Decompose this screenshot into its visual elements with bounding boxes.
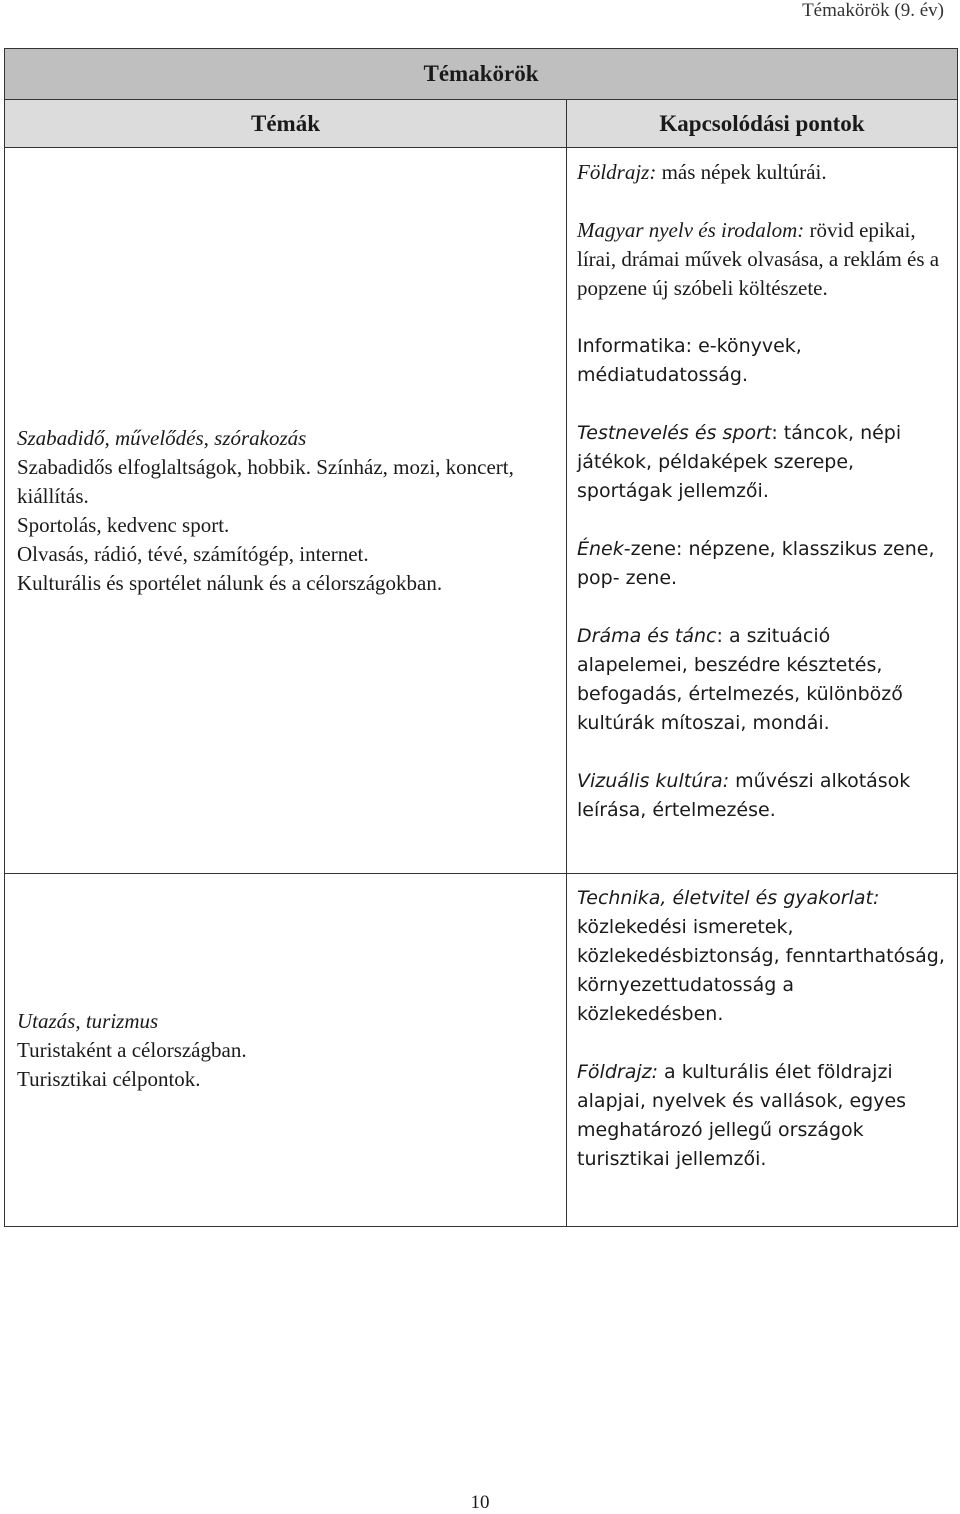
table-row — [5, 874, 958, 1227]
column-header-topics: Témák — [5, 100, 567, 148]
topic-line: Turistaként a célországban. — [17, 1037, 247, 1062]
connection-item — [577, 158, 945, 187]
connection-item — [577, 216, 945, 303]
connection-subject: Vizuális kultúra: — [577, 770, 730, 792]
topic-line: Turisztikai célpontok. — [17, 1066, 201, 1091]
topic-cell — [5, 874, 567, 1227]
connection-subject: Dráma és tánc — [577, 625, 717, 647]
connection-item — [577, 419, 945, 506]
connection-text: -zene: népzene, klasszikus zene, pop- zene. — [577, 538, 935, 589]
page-number: 10 — [470, 1492, 490, 1513]
table-title: Témakörök — [5, 49, 958, 100]
topic-title: Szabadidő, művelődés, szórakozás — [17, 425, 307, 450]
topic-line: Sportolás, kedvenc sport. — [17, 512, 230, 537]
connection-text: : a szituáció alapelemei, beszédre késztetés, befogadás, értelmezés, különböző kultúrák mítoszai, mondái. — [577, 625, 903, 734]
connection-item — [577, 1058, 945, 1174]
connection-subject: Földrajz: — [577, 160, 657, 184]
connection-subject: Ének — [577, 538, 624, 560]
connection-item — [577, 622, 945, 738]
connection-text: : táncok, népi játékok, példaképek szerepe, sportágak jellemzői. — [577, 422, 902, 502]
connection-subject: Földrajz: — [577, 1061, 659, 1083]
topic-line: Kulturális és sportélet nálunk és a célországokban. — [17, 570, 443, 595]
topic-line: Olvasás, rádió, tévé, számítógép, internet. — [17, 541, 369, 566]
connection-text: a kulturális élet földrajzi alapjai, nyelvek és vallások, egyes meghatározó jellegű országok turisztikai jellemzői. — [577, 1061, 907, 1170]
connection-subject: Magyar nyelv és irodalom: — [577, 218, 805, 242]
connection-item — [577, 332, 945, 390]
connection-item — [577, 767, 945, 825]
topic-cell — [5, 148, 567, 874]
topics-table — [4, 48, 958, 1227]
table-row — [5, 148, 958, 874]
topic-line: Szabadidős elfoglaltságok, hobbik. Színház, mozi, koncert, kiállítás. — [17, 454, 514, 508]
column-header-connections: Kapcsolódási pontok — [567, 100, 958, 148]
connection-item — [577, 535, 945, 593]
connection-text: művészi alkotások leírása, értelmezése. — [577, 770, 911, 821]
connection-text: rövid epikai, lírai, drámai művek olvasása, a reklám és a popzene új szóbeli költészete. — [577, 218, 940, 300]
topic-title: Utazás, turizmus — [17, 1008, 159, 1033]
running-header: Témakörök (9. év) — [802, 0, 944, 21]
connection-text: más népek kultúrái. — [656, 160, 827, 184]
connection-text: Informatika: e-könyvek, médiatudatosság. — [577, 335, 802, 386]
connection-subject: Technika, életvitel és gyakorlat: — [577, 887, 880, 909]
connection-subject: Testnevelés és sport — [577, 422, 772, 444]
connections-cell — [567, 148, 958, 874]
connections-cell — [567, 874, 958, 1227]
connection-text: közlekedési ismeretek, közlekedésbiztonság, fenntarthatóság, környezettudatosság a közlekedésben. — [577, 916, 945, 1025]
connection-item — [577, 884, 945, 1029]
